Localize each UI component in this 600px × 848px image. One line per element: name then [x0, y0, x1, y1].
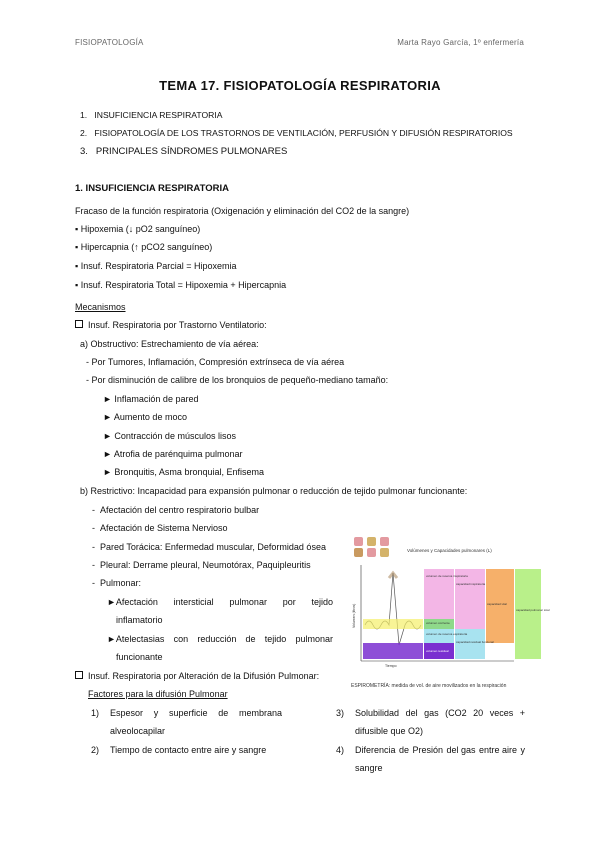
obstructivo-sub-2: ► Aumento de moco: [103, 412, 187, 422]
toc-item-1: 1. INSUFICIENCIA RESPIRATORIA: [80, 110, 223, 120]
factor-1-line2: alveolocapilar: [110, 726, 166, 736]
restrictivo-item-1: - Afectación del centro respiratorio bulbar: [92, 505, 260, 515]
restrictivo-item-2: - Afectación de Sistema Nervioso: [92, 523, 228, 533]
y-axis-label: Volumen (litros): [352, 603, 356, 628]
factor-2-num: 2): [91, 745, 100, 755]
factor-1-num: 1): [91, 708, 100, 718]
definition: Fracaso de la función respiratoria (Oxigenación y eliminación del CO2 de la sangre): [75, 206, 410, 216]
checkbox-square-icon: [75, 671, 83, 679]
label-vr: volumen residual: [426, 649, 449, 653]
label-cpt: capacidad pulmonar total: [516, 608, 550, 612]
running-header-right: Marta Rayo García, 1º enfermería: [397, 38, 524, 47]
band-cpt: [515, 569, 541, 659]
running-header-left: FISIOPATOLOGÍA: [75, 38, 144, 47]
factor-3-line1: Solubilidad del gas (CO2 20 veces +: [355, 708, 525, 718]
label-vc: volumen corriente: [426, 621, 450, 625]
obstructivo-sub-4: ► Atrofia de parénquima pulmonar: [103, 449, 243, 459]
mecanismos-label: Mecanismos: [75, 302, 126, 312]
ventilatorio-title: Insuf. Respiratoria por Trastorno Ventilatorio:: [75, 320, 267, 331]
factor-3-num: 3): [336, 708, 345, 718]
label-ci: capacidad inspiratoria: [456, 582, 486, 586]
factor-4-line1: Diferencia de Presión del gas entre aire y: [355, 745, 525, 755]
pulmonar-sub-2-line1: ►Atelectasias con reducción de tejido pulmonar: [107, 634, 333, 644]
residual-volume-area: [363, 643, 423, 659]
bullet-parcial: ▪ Insuf. Respiratoria Parcial = Hipoxemia: [75, 261, 237, 271]
difusion-title: Insuf. Respiratoria por Alteración de la Difusión Pulmonar:: [75, 671, 319, 682]
checkbox-square-icon: [75, 320, 83, 328]
figure-caption: ESPIROMETRÍA: medida de vol. de aire movilizados en la respiración: [351, 683, 507, 689]
obstructivo-item-1: - Por Tumores, Inflamación, Compresión extrínseca de vía aérea: [86, 357, 345, 367]
label-crf: capacidad residual funcional: [456, 640, 494, 644]
section-heading: 1. INSUFICIENCIA RESPIRATORIA: [75, 183, 229, 194]
factor-4-num: 4): [336, 745, 345, 755]
factor-4-line2: sangre: [355, 763, 383, 773]
page-title: TEMA 17. FISIOPATOLOGÍA RESPIRATORIA: [159, 78, 441, 93]
band-capacidad-vital: [486, 569, 514, 643]
obstructivo-sub-1: ► Inflamación de pared: [103, 394, 199, 404]
pulmonar-sub-1-line2: inflamatorio: [116, 615, 163, 625]
pulmonar-sub-2-line2: funcionante: [116, 652, 163, 662]
factores-label: Factores para la difusión Pulmonar: [88, 689, 228, 699]
label-vri: volumen de reserva inspiratoria: [426, 574, 468, 578]
obstructivo-label: a) Obstructivo: Estrechamiento de vía aérea:: [80, 339, 259, 349]
pulmonar-sub-1-line1: ►Afectación intersticial pulmonar por tejido: [107, 597, 333, 607]
figure-title: Volúmenes y Capacidades pulmonares (L): [407, 548, 492, 553]
toc-item-3: 3. PRINCIPALES SÍNDROMES PULMONARES: [80, 146, 288, 157]
restrictivo-item-3: - Pared Torácica: Enfermedad muscular, Deformidad ósea: [92, 542, 326, 552]
bullet-hipercapnia: ▪ Hipercapnia (↑ pCO2 sanguíneo): [75, 242, 213, 252]
bullet-hipoxemia: ▪ Hipoxemia (↓ pO2 sanguíneo): [75, 224, 201, 234]
obstructivo-sub-3: ► Contracción de músculos lisos: [103, 431, 236, 441]
factor-1-line1: Espesor y superficie de membrana: [110, 708, 282, 718]
obstructivo-sub-5: ► Bronquitis, Asma bronquial, Enfisema: [103, 467, 264, 477]
bullet-total: ▪ Insuf. Respiratoria Total = Hipoxemia + Hipercapnia: [75, 280, 287, 290]
spirometry-figure: [349, 533, 550, 683]
obstructivo-item-2: - Por disminución de calibre de los bronquios de pequeño-mediano tamaño:: [86, 375, 389, 385]
band-capacidad-inspiratoria: [455, 569, 485, 629]
factor-3-line2: difusible que O2): [355, 726, 424, 736]
restrictivo-label: b) Restrictivo: Incapacidad para expansión pulmonar o reducción de tejido pulmonar funcionante:: [80, 486, 468, 496]
restrictivo-item-5: - Pulmonar:: [92, 578, 142, 588]
toc-item-2: 2. FISIOPATOLOGÍA DE LOS TRASTORNOS DE VENTILACIÓN, PERFUSIÓN Y DIFUSIÓN RESPIRATORIOS: [80, 128, 513, 138]
x-axis-label: Tiempo: [385, 664, 397, 668]
label-cv: capacidad vital: [487, 602, 507, 606]
label-vre: volumen de reserva espiratoria: [426, 632, 468, 636]
restrictivo-item-4: - Pleural: Derrame pleural, Neumotórax, Paquipleuritis: [92, 560, 311, 570]
factor-2-line1: Tiempo de contacto entre aire y sangre: [110, 745, 267, 755]
